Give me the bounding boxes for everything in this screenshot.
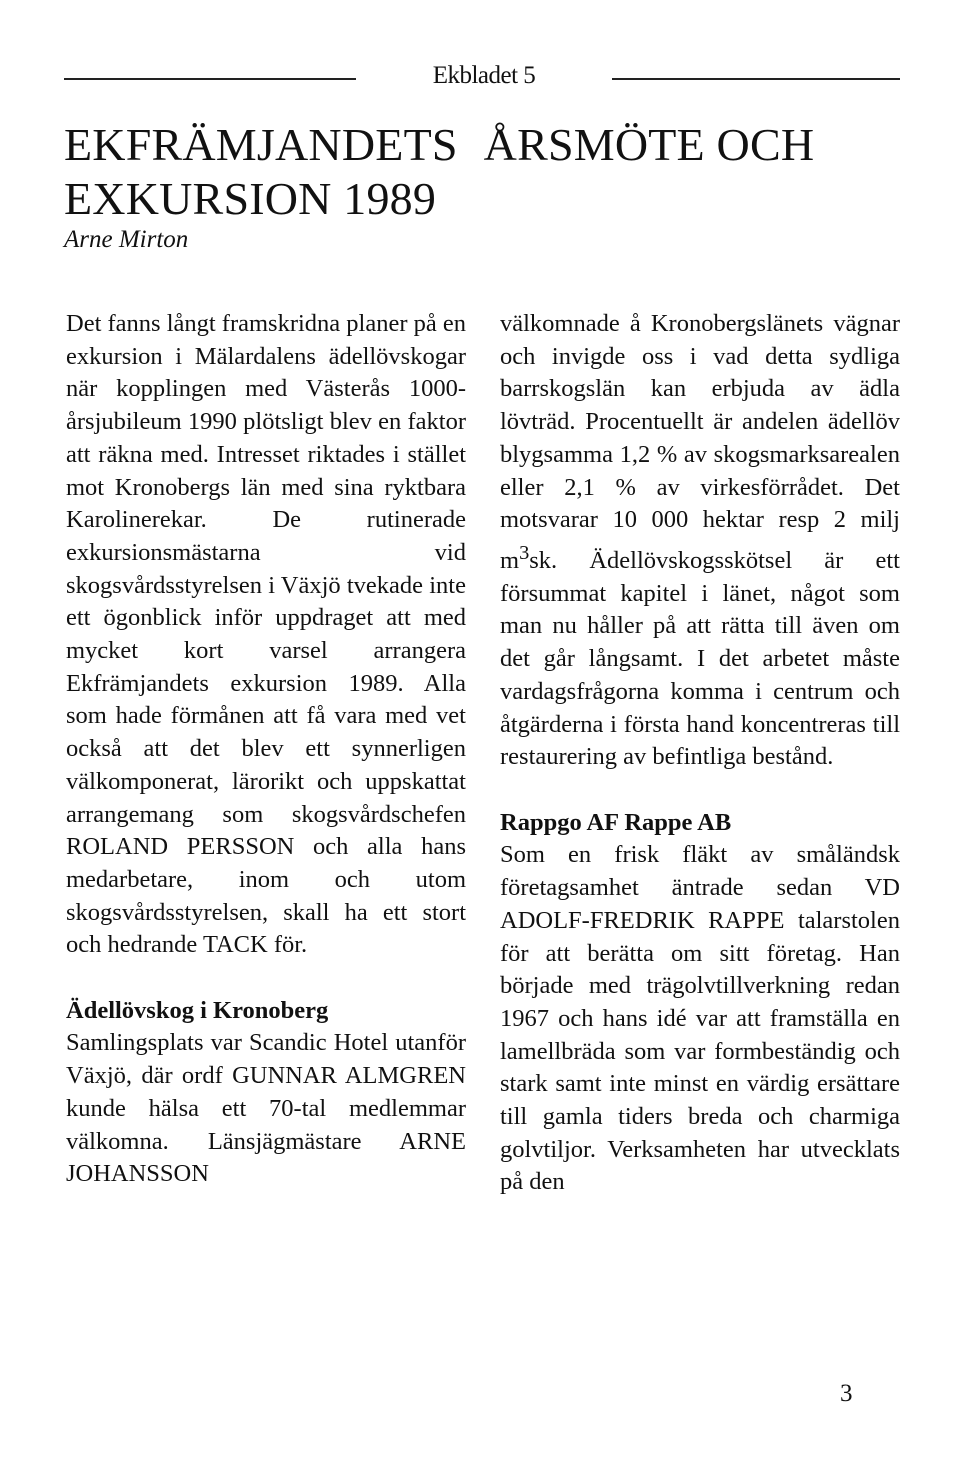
article-title-line2: EXKURSION 1989 <box>64 173 437 224</box>
right-paragraph-2: Som en frisk fläkt av småländsk företagsamhet äntrade sedan VD ADOLF-FREDRIK RAPPE talarstolen för att berätta om sitt företag. Han började med trägolvtillverkning redan 1967 och hans idé var att framställa en lamellbräda som var formbeständig och stark samt inte minst en värdig ersättare till gamla tiders breda och charmiga golvtiljor. Verksamheten har utvecklats på den <box>500 841 900 1196</box>
article-author: Arne Mirton <box>64 226 189 253</box>
right-column <box>500 308 900 1199</box>
article-title-line1b: ÅRSMÖTE OCH <box>483 119 815 170</box>
section-heading-adellovskog: Ädellövskog i Kronoberg <box>66 996 329 1024</box>
article-title <box>64 118 904 226</box>
right-paragraph-1-part1: välkomnade å Kronobergslänets vägnar och invigde oss i vad detta sydliga barrskogslän kan erbjuda av ädla lövträd. Procentuellt är andelen ädellöv blygsamma 1,2 % av skogsmarksarealen eller 2,1 % av virkesförrådet. Det motsvarar 10 000 hektar resp 2 milj m <box>500 310 900 575</box>
header-rule-right <box>612 78 900 80</box>
right-paragraph-1-superscript: 3 <box>519 541 530 564</box>
right-paragraph-1-part2: sk. Ädellövskogsskötsel är ett försummat kapitel i länet, något som man nu håller på att rätta till även om det går långsamt. I det arbetet måste vardagsfrågorna komma i centrum och åtgärderna i första hand koncentreras till restaurering av befintliga bestånd. <box>500 547 900 771</box>
running-header <box>64 62 900 102</box>
left-column <box>66 308 466 1191</box>
right-paragraph-1 <box>500 308 900 774</box>
article-title-line1: EKFRÄMJANDETS <box>64 119 458 170</box>
left-paragraph-1: Det fanns långt framskridna planer på en exkursion i Mälardalens ädellövskogar när kopplingen med Västerås 1000-årsjubileum 1990 plötsligt blev en faktor att räkna med. Intresset riktades i stället mot Kronobergs län med sina ryktbara Karolinerekar. De rutinerade exkursionsmästarna vid skogsvårdsstyrelsen i Växjö tvekade inte ett ögonblick inför uppdraget att med mycket kort varsel arrangera Ekfrämjandets exkursion 1989. Alla som hade förmånen att få vara med vet också att det blev ett synnerligen välkomponerat, lärorikt och uppskattat arrangemang som skogsvårdschefen ROLAND PERSSON och alla hans medarbetare, inom och utom skogsvårdsstyrelsen, skall ha ett stort och hedrande TACK för. <box>66 310 467 959</box>
section-heading-rappgo: Rappgo AF Rappe AB <box>500 808 732 836</box>
page-number: 3 <box>840 1380 853 1407</box>
header-rule-left <box>64 78 356 80</box>
left-paragraph-2: Samlingsplats var Scandic Hotel utanför Växjö, där ordf GUNNAR ALMGREN kunde hälsa ett 70-tal medlemmar välkomna. Länsjägmästare ARNE JOHANSSON <box>66 1029 466 1188</box>
running-header-label: Ekbladet 5 <box>432 62 536 89</box>
